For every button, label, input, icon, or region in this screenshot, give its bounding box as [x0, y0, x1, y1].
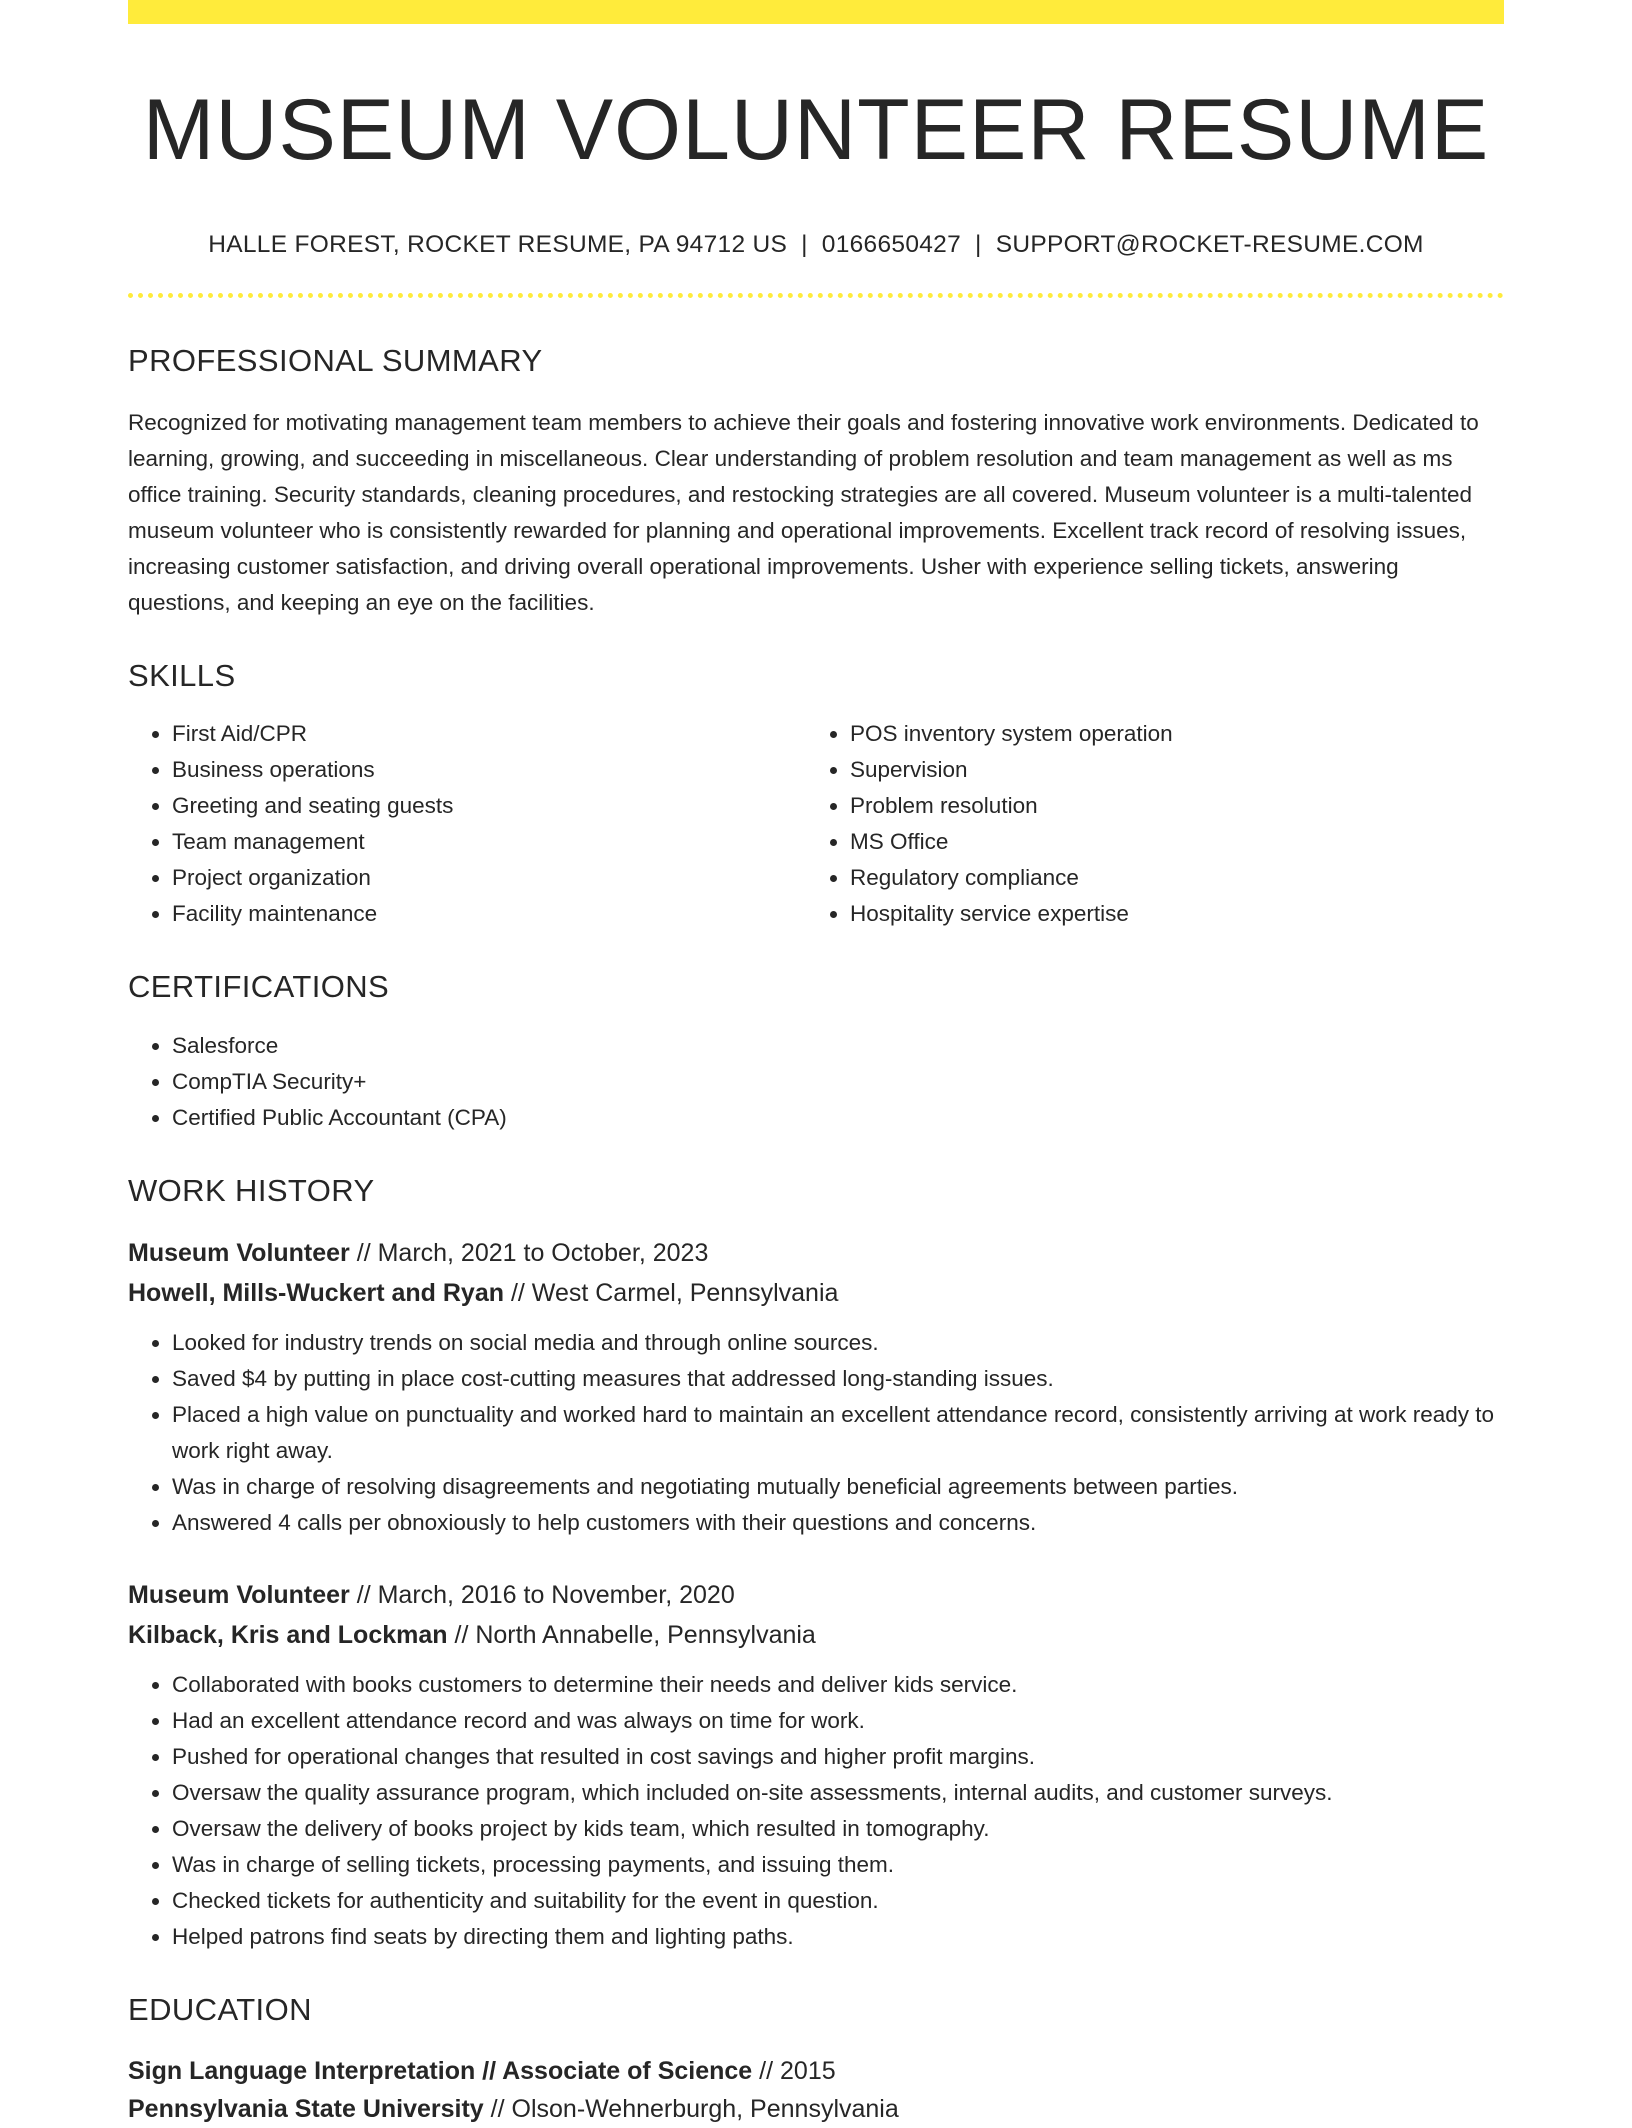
certification-item: • Salesforce — [172, 1028, 1504, 1064]
contact-address: HALLE FOREST, ROCKET RESUME, PA 94712 US — [208, 230, 788, 258]
skill-item: • First Aid/CPR — [172, 716, 806, 752]
skill-item: • Greeting and seating guests — [172, 788, 806, 824]
job-location: // North Annabelle, Pennsylvania — [454, 1620, 816, 1649]
section-heading: EDUCATION — [128, 1991, 312, 2027]
job-bullet: • Was in charge of selling tickets, processing payments, and issuing them. — [172, 1847, 1504, 1883]
job-bullet: • Had an excellent attendance record and was always on time for work. — [172, 1703, 1504, 1739]
contact-separator: | — [801, 230, 808, 258]
education-degree: Sign Language Interpretation // Associate of Science — [128, 2056, 753, 2085]
job-employer-line — [128, 1273, 1504, 1313]
education-school-line — [128, 2090, 1504, 2128]
job-bullet: • Checked tickets for authenticity and suitability for the event in question. — [172, 1883, 1504, 1919]
job-title: Museum Volunteer — [128, 1238, 350, 1267]
job-bullet: • Answered 4 calls per obnoxiously to help customers with their questions and concerns. — [172, 1505, 1504, 1541]
certification-item: • Certified Public Accountant (CPA) — [172, 1100, 1504, 1136]
job-title-line — [128, 1233, 1504, 1273]
job-bullet: • Placed a high value on punctuality and worked hard to maintain an excellent attendance record, consistently arriving at work ready to work right away. — [172, 1397, 1504, 1469]
dotted-divider — [128, 293, 1504, 298]
skill-item: • Regulatory compliance — [850, 860, 1484, 896]
job-employer-line — [128, 1615, 1504, 1655]
contact-email: SUPPORT@ROCKET-RESUME.COM — [995, 230, 1424, 258]
skill-item: • Project organization — [172, 860, 806, 896]
job-title: Museum Volunteer — [128, 1580, 350, 1609]
job-title-line — [128, 1575, 1504, 1615]
skills-list-right — [806, 716, 1484, 932]
job-location: // West Carmel, Pennsylvania — [510, 1278, 839, 1307]
education-year: // 2015 — [759, 2056, 836, 2085]
skill-item: • POS inventory system operation — [850, 716, 1484, 752]
section-heading: CERTIFICATIONS — [128, 969, 390, 1005]
work-history-section — [128, 1172, 1504, 1955]
job-entry — [128, 1575, 1504, 1955]
accent-bar — [128, 0, 1504, 24]
contact-line — [128, 230, 1504, 259]
job-bullet: • Helped patrons find seats by directing them and lighting paths. — [172, 1919, 1504, 1955]
job-bullet: • Pushed for operational changes that resulted in cost savings and higher profit margins. — [172, 1739, 1504, 1775]
job-bullet: • Looked for industry trends on social media and through online sources. — [172, 1325, 1504, 1361]
job-bullet: • Oversaw the delivery of books project by kids team, which resulted in tomography. — [172, 1811, 1504, 1847]
certification-item: • CompTIA Security+ — [172, 1064, 1504, 1100]
skill-item: • Business operations — [172, 752, 806, 788]
skill-item: • MS Office — [850, 824, 1484, 860]
job-entry — [128, 1233, 1504, 1541]
job-employer: Howell, Mills-Wuckert and Ryan — [128, 1278, 505, 1307]
summary-text: Recognized for motivating management team members to achieve their goals and fostering innovative work environments. Dedicated to learning, growing, and succeeding in miscellaneous. Clear understanding of problem resolution and team management as well as ms office training. Security standards, cleaning procedures, and restocking strategies are all covered. Museum volunteer is a multi-talented museum volunteer who is consistently rewarded for planning and operational improvements. Excellent track record of resolving issues, increasing customer satisfaction, and driving overall operational improvements. Usher with experience selling tickets, answering questions, and keeping an eye on the facilities. — [128, 410, 1479, 616]
skill-item: • Facility maintenance — [172, 896, 806, 932]
job-bullets — [128, 1667, 1504, 1955]
section-heading: WORK HISTORY — [128, 1172, 375, 1208]
education-section — [128, 1991, 1504, 2128]
certifications-section — [128, 968, 1504, 1135]
skills-section — [128, 657, 1504, 932]
job-bullet: • Saved $4 by putting in place cost-cutting measures that addressed long-standing issues. — [172, 1361, 1504, 1397]
summary-section — [128, 342, 1504, 621]
job-bullet: • Collaborated with books customers to determine their needs and deliver kids service. — [172, 1667, 1504, 1703]
skill-item: • Team management — [172, 824, 806, 860]
contact-separator: | — [975, 230, 982, 258]
skills-list-left — [128, 716, 806, 932]
section-heading: PROFESSIONAL SUMMARY — [128, 342, 543, 378]
resume-title: MUSEUM VOLUNTEER RESUME — [142, 82, 1490, 178]
job-bullet: • Was in charge of resolving disagreements and negotiating mutually beneficial agreements between parties. — [172, 1469, 1504, 1505]
job-dates: // March, 2021 to October, 2023 — [356, 1238, 709, 1267]
skill-item: • Supervision — [850, 752, 1484, 788]
skill-item: • Problem resolution — [850, 788, 1484, 824]
job-dates: // March, 2016 to November, 2020 — [356, 1580, 735, 1609]
certifications-list — [128, 1028, 1504, 1136]
education-degree-line — [128, 2052, 1504, 2090]
job-employer: Kilback, Kris and Lockman — [128, 1620, 448, 1649]
job-bullet: • Oversaw the quality assurance program, which included on-site assessments, internal audits, and customer surveys. — [172, 1775, 1504, 1811]
resume-page — [128, 0, 1504, 2128]
education-location: // Olson-Wehnerburgh, Pennsylvania — [490, 2094, 899, 2123]
contact-phone: 0166650427 — [821, 230, 962, 258]
education-school: Pennsylvania State University — [128, 2094, 484, 2123]
skill-item: • Hospitality service expertise — [850, 896, 1484, 932]
section-heading: SKILLS — [128, 658, 236, 694]
skills-columns — [128, 694, 1504, 932]
education-entry — [128, 2052, 1504, 2128]
job-bullets — [128, 1325, 1504, 1541]
